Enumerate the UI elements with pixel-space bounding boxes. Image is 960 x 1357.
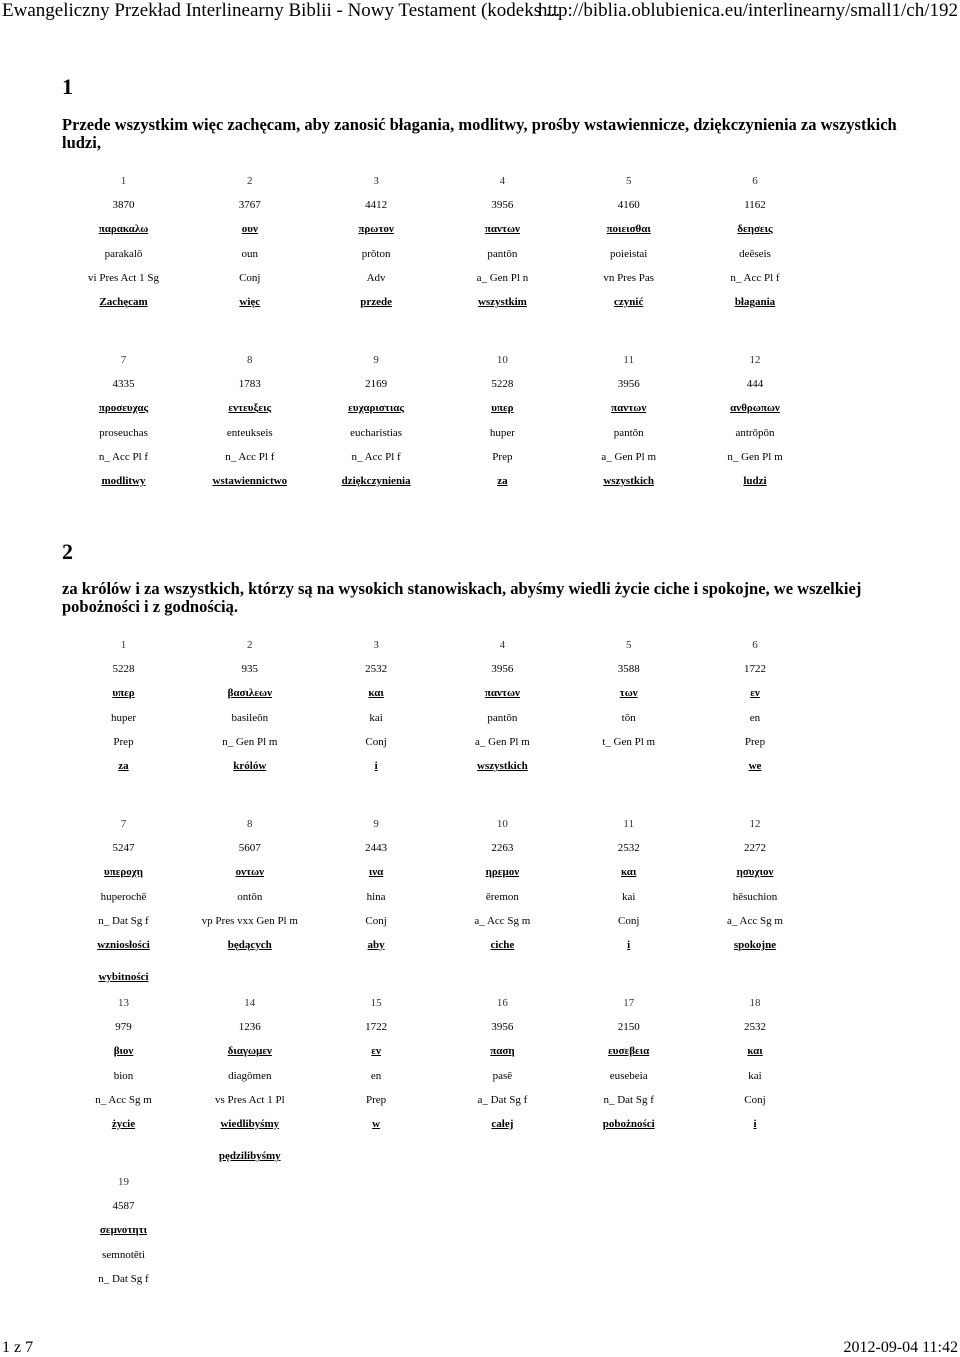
transliteration: diagōmen [228, 1069, 272, 1082]
word-index: 12 [749, 354, 761, 366]
word-cell [439, 639, 566, 784]
morphology: t_ Gen Pl m [602, 735, 656, 748]
transliteration: parakalō [104, 247, 143, 260]
page-header [0, 0, 960, 30]
word-index: 2 [247, 175, 253, 187]
word-index: 1 [120, 639, 127, 651]
polish-translation[interactable]: całej [491, 1117, 514, 1130]
morphology: Prep [113, 735, 134, 748]
strong-number[interactable]: 979 [115, 1021, 132, 1034]
morphology: n_ Acc Pl f [730, 271, 780, 284]
word-index: 3 [373, 639, 379, 651]
word-index: 9 [373, 818, 379, 830]
word-index: 8 [247, 818, 253, 830]
transliteration: poieistai [610, 247, 648, 260]
morphology: n_ Acc Pl f [225, 450, 275, 463]
transliteration: en [749, 711, 761, 724]
transliteration: basileōn [231, 711, 269, 724]
polish-translation[interactable]: za [118, 759, 129, 772]
greek-word[interactable]: παντων [484, 687, 520, 700]
polish-translation[interactable]: będących [227, 938, 272, 951]
strong-number[interactable]: 2532 [744, 1021, 766, 1034]
strong-number[interactable]: 3588 [617, 663, 640, 676]
greek-word[interactable]: ανθρωπων [730, 402, 780, 415]
verse-number-1: 1 [62, 74, 73, 99]
greek-word[interactable]: ηρεμον [485, 866, 520, 879]
polish-translation[interactable]: za [497, 474, 508, 487]
word-index: 19 [118, 1176, 129, 1188]
polish-translation[interactable]: w [372, 1117, 381, 1130]
polish-translation[interactable]: wstawiennictwo [212, 474, 288, 487]
polish-translation[interactable]: wzniosłości [97, 938, 150, 951]
word-cell [313, 175, 440, 320]
greek-word[interactable]: των [619, 687, 638, 700]
word-cell [692, 818, 819, 963]
morphology: n_ Dat Sg f [603, 1093, 654, 1106]
word-cell [565, 639, 692, 784]
strong-number[interactable]: 4335 [112, 378, 135, 391]
page-counter: 1 z 7 [2, 1339, 34, 1356]
word-cell [565, 175, 692, 320]
morphology: Adv [366, 271, 386, 284]
word-cell [186, 639, 313, 784]
morphology: n_ Dat Sg f [98, 914, 149, 927]
word-index: 10 [496, 354, 508, 366]
verse-number-2: 2 [62, 539, 73, 564]
strong-number[interactable]: 5228 [491, 378, 514, 391]
word-index: 5 [625, 639, 632, 651]
transliteration: huper [110, 711, 137, 724]
greek-word[interactable]: παντων [484, 223, 520, 236]
word-cell [565, 818, 692, 963]
word-index: 6 [752, 639, 758, 651]
strong-number[interactable]: 2169 [365, 378, 388, 391]
print-datetime: 2012-09-04 11:42 [843, 1339, 958, 1356]
polish-translation[interactable] [60, 1297, 187, 1321]
morphology: a_ Gen Pl m [601, 450, 657, 463]
morphology: a_ Gen Pl n [476, 271, 529, 284]
strong-number[interactable]: 1783 [238, 378, 261, 391]
word-index: 17 [623, 997, 635, 1009]
polish-translation[interactable]: przede [360, 295, 392, 308]
strong-number[interactable]: 3956 [491, 663, 514, 676]
polish-translation[interactable]: Zachęcam [99, 295, 148, 308]
word-cell [692, 354, 819, 499]
document-title: Ewangeliczny Przekład Interlinearny Biblii - Nowy Testament (kodeks ... [2, 0, 561, 21]
polish-translation[interactable]: i [627, 938, 631, 951]
word-cell [565, 997, 692, 1142]
polish-translation[interactable]: ciche [490, 938, 515, 951]
transliteration: oun [241, 247, 259, 260]
strong-number[interactable]: 444 [746, 378, 764, 391]
morphology: Conj [365, 914, 387, 927]
word-cell [565, 354, 692, 499]
transliteration: ēremon [485, 890, 519, 903]
word-index: 2 [247, 639, 253, 651]
morphology: n_ Gen Pl m [727, 450, 783, 463]
transliteration: en [370, 1069, 382, 1082]
word-cell [60, 175, 187, 320]
word-cell [692, 997, 819, 1142]
word-cell [313, 354, 440, 499]
greek-word[interactable]: παντων [611, 402, 647, 415]
greek-word[interactable]: βασιλεων [227, 687, 272, 700]
word-cell [692, 639, 819, 784]
greek-word[interactable]: παση [490, 1045, 515, 1058]
morphology: Conj [744, 1093, 766, 1106]
polish-translation[interactable]: wszystkich [477, 759, 528, 772]
word-index: 6 [752, 175, 758, 187]
transliteration: enteukseis [226, 426, 273, 439]
word-cell [439, 354, 566, 499]
strong-number[interactable]: 2150 [617, 1021, 640, 1034]
strong-number[interactable]: 3870 [112, 199, 135, 212]
transliteration: huper [489, 426, 515, 439]
greek-word[interactable]: βιον [113, 1045, 134, 1058]
word-cell [60, 1176, 187, 1321]
polish-translation[interactable]: modlitwy [101, 474, 146, 487]
strong-number[interactable]: 5247 [112, 842, 135, 855]
morphology: a_ Acc Sg m [474, 914, 531, 927]
transliteration: huperochē [100, 890, 147, 903]
greek-word[interactable]: υπερ [112, 687, 135, 700]
document-url[interactable]: http://biblia.oblubienica.eu/interlinearny/small1/ch/192 [537, 0, 958, 21]
word-cell [186, 818, 313, 963]
greek-word[interactable]: και [368, 687, 384, 700]
transliteration: hēsuchion [732, 890, 778, 903]
greek-word[interactable]: εντευξεις [228, 402, 272, 415]
polish-translation[interactable]: czynić [614, 295, 644, 308]
transliteration: ontōn [237, 890, 263, 903]
greek-word[interactable]: και [747, 1045, 763, 1058]
morphology: vn Pres Pas [603, 271, 655, 284]
word-cell [186, 997, 313, 1163]
transliteration: kai [621, 890, 636, 903]
strong-number[interactable]: 4160 [617, 199, 640, 212]
morphology: Prep [492, 450, 513, 463]
transliteration: kai [748, 1069, 762, 1082]
strong-number[interactable]: 3956 [491, 1021, 514, 1034]
strong-number[interactable]: 2263 [491, 842, 514, 855]
polish-translation[interactable]: we [748, 759, 762, 772]
morphology: n_ Acc Pl f [351, 450, 401, 463]
strong-number[interactable]: 4587 [112, 1200, 135, 1213]
word-cell [186, 175, 313, 320]
strong-number[interactable]: 1162 [744, 199, 766, 212]
word-cell [313, 639, 440, 784]
strong-number[interactable]: 1722 [365, 1021, 388, 1034]
transliteration: eusebeia [609, 1069, 648, 1082]
verse-text-1: Przede wszystkim więc zachęcam, aby zanosić błagania, modlitwy, prośby wstawiennicze, dziękczynienia za wszystkich ludzi, [62, 115, 897, 152]
morphology: Conj [617, 914, 640, 927]
word-cell [439, 818, 566, 963]
word-cell [692, 175, 819, 320]
morphology: a_ Dat Sg f [477, 1093, 528, 1106]
greek-word[interactable]: προσευχας [98, 402, 149, 415]
word-index: 14 [244, 997, 256, 1009]
verse-text-2: za królów i za wszystkich, którzy są na wysokich stanowiskach, abyśmy wiedli życie ciche i spokojne, we wszelkiej pobożności i z godnością. [62, 579, 862, 616]
polish-translation[interactable]: ludzi [743, 474, 767, 487]
polish-translation[interactable]: wiedlibyśmy [220, 1117, 280, 1130]
word-index: 15 [370, 997, 382, 1009]
strong-number[interactable]: 2532 [365, 663, 388, 676]
transliteration: semnotēti [102, 1248, 145, 1261]
greek-word[interactable]: εν [750, 687, 760, 700]
transliteration: pantōn [487, 711, 518, 724]
alternative-translation[interactable]: wybitności [98, 971, 149, 984]
morphology: vi Pres Act 1 Sg [88, 271, 159, 284]
strong-number[interactable]: 2443 [365, 842, 388, 855]
word-index: 7 [120, 818, 127, 830]
transliteration: deēseis [739, 247, 771, 260]
strong-number[interactable]: 3956 [491, 199, 514, 212]
transliteration: tōn [621, 711, 636, 724]
word-index: 1 [120, 175, 127, 187]
morphology: n_ Acc Pl f [98, 450, 149, 463]
word-index: 5 [625, 175, 632, 187]
morphology: Prep [366, 1093, 387, 1106]
word-index: 10 [496, 818, 508, 830]
word-cell [313, 818, 440, 963]
transliteration: bion [113, 1069, 134, 1082]
word-cell [60, 818, 187, 984]
word-cell [439, 175, 566, 320]
morphology: a_ Gen Pl m [475, 735, 530, 748]
word-index: 3 [373, 175, 379, 187]
polish-translation[interactable]: pobożności [602, 1117, 655, 1130]
morphology: n_ Gen Pl m [222, 735, 278, 748]
transliteration: prōton [361, 247, 391, 260]
greek-word[interactable]: εν [371, 1045, 381, 1058]
morphology: n_ Acc Sg m [95, 1093, 152, 1106]
morphology: vp Pres vxx Gen Pl m [201, 914, 298, 927]
polish-translation[interactable]: i [374, 759, 378, 772]
greek-word[interactable]: υπεροχη [103, 866, 143, 879]
polish-translation[interactable] [565, 760, 692, 784]
word-cell [439, 997, 566, 1142]
strong-number[interactable]: 1236 [238, 1021, 261, 1034]
word-index: 11 [623, 818, 634, 830]
greek-word[interactable]: ποιεισθαι [606, 223, 651, 236]
polish-translation[interactable]: błagania [734, 295, 776, 308]
greek-word[interactable]: ινα [368, 866, 384, 879]
transliteration: antrōpōn [735, 426, 775, 439]
polish-translation[interactable]: i [753, 1117, 757, 1130]
polish-translation[interactable]: więc [239, 295, 261, 308]
morphology: Prep [744, 735, 766, 748]
word-cell [186, 354, 313, 499]
alternative-translation[interactable]: pędzilibyśmy [218, 1150, 281, 1163]
polish-translation[interactable]: wszystkim [477, 295, 527, 308]
morphology: Conj [365, 735, 387, 748]
transliteration: eucharistias [350, 426, 403, 439]
word-cell [60, 639, 187, 784]
polish-translation[interactable]: wszystkich [603, 474, 655, 487]
greek-word[interactable]: ουν [241, 223, 258, 236]
morphology: Conj [239, 271, 261, 284]
transliteration: pantōn [487, 247, 518, 260]
transliteration: kai [369, 711, 383, 724]
polish-translation[interactable]: królów [233, 759, 267, 772]
greek-word[interactable]: πρωτον [358, 223, 394, 236]
polish-translation[interactable]: dziękczynienia [341, 474, 411, 487]
strong-number[interactable]: 3956 [617, 378, 640, 391]
morphology: a_ Acc Sg m [727, 914, 783, 927]
morphology: vs Pres Act 1 Pl [214, 1093, 285, 1106]
strong-number[interactable]: 2272 [744, 842, 766, 855]
word-index: 11 [623, 354, 634, 366]
greek-word[interactable]: δεησεις [737, 223, 773, 236]
greek-word[interactable]: υπερ [491, 402, 514, 415]
transliteration: pantōn [613, 426, 644, 439]
greek-word[interactable]: παρακαλω [98, 223, 149, 236]
transliteration: proseuchas [99, 426, 148, 439]
strong-number[interactable]: 5228 [112, 663, 135, 676]
word-index: 9 [373, 354, 379, 366]
polish-translation[interactable]: aby [367, 938, 385, 951]
polish-translation[interactable]: życie [111, 1117, 136, 1130]
word-index: 8 [247, 354, 253, 366]
word-cell [60, 997, 187, 1142]
word-index: 12 [749, 818, 761, 830]
strong-number[interactable]: 2532 [617, 842, 640, 855]
greek-word[interactable]: ησυχιον [736, 866, 774, 879]
transliteration: hina [366, 890, 386, 903]
word-cell [60, 354, 187, 499]
word-index: 4 [499, 639, 506, 651]
strong-number[interactable]: 935 [241, 663, 259, 676]
word-index: 16 [496, 997, 508, 1009]
word-index: 18 [749, 997, 761, 1009]
strong-number[interactable]: 1722 [744, 663, 766, 676]
polish-translation[interactable]: spokojne [733, 938, 777, 951]
word-cell [313, 997, 440, 1142]
morphology: n_ Dat Sg f [98, 1272, 149, 1285]
greek-word[interactable]: οντων [235, 866, 265, 879]
strong-number[interactable]: 3767 [238, 199, 261, 212]
word-index: 13 [118, 997, 129, 1009]
greek-word[interactable]: και [621, 866, 637, 879]
greek-word[interactable]: σεμνοτητι [99, 1224, 148, 1237]
greek-word[interactable]: ευχαριστιας [348, 402, 405, 415]
word-index: 4 [499, 175, 506, 187]
word-index: 7 [120, 354, 127, 366]
transliteration: pasē [492, 1069, 513, 1082]
greek-word[interactable]: ευσεβεια [608, 1045, 650, 1058]
strong-number[interactable]: 5607 [238, 842, 261, 855]
strong-number[interactable]: 4412 [365, 199, 388, 212]
greek-word[interactable]: διαγωμεν [227, 1045, 272, 1058]
